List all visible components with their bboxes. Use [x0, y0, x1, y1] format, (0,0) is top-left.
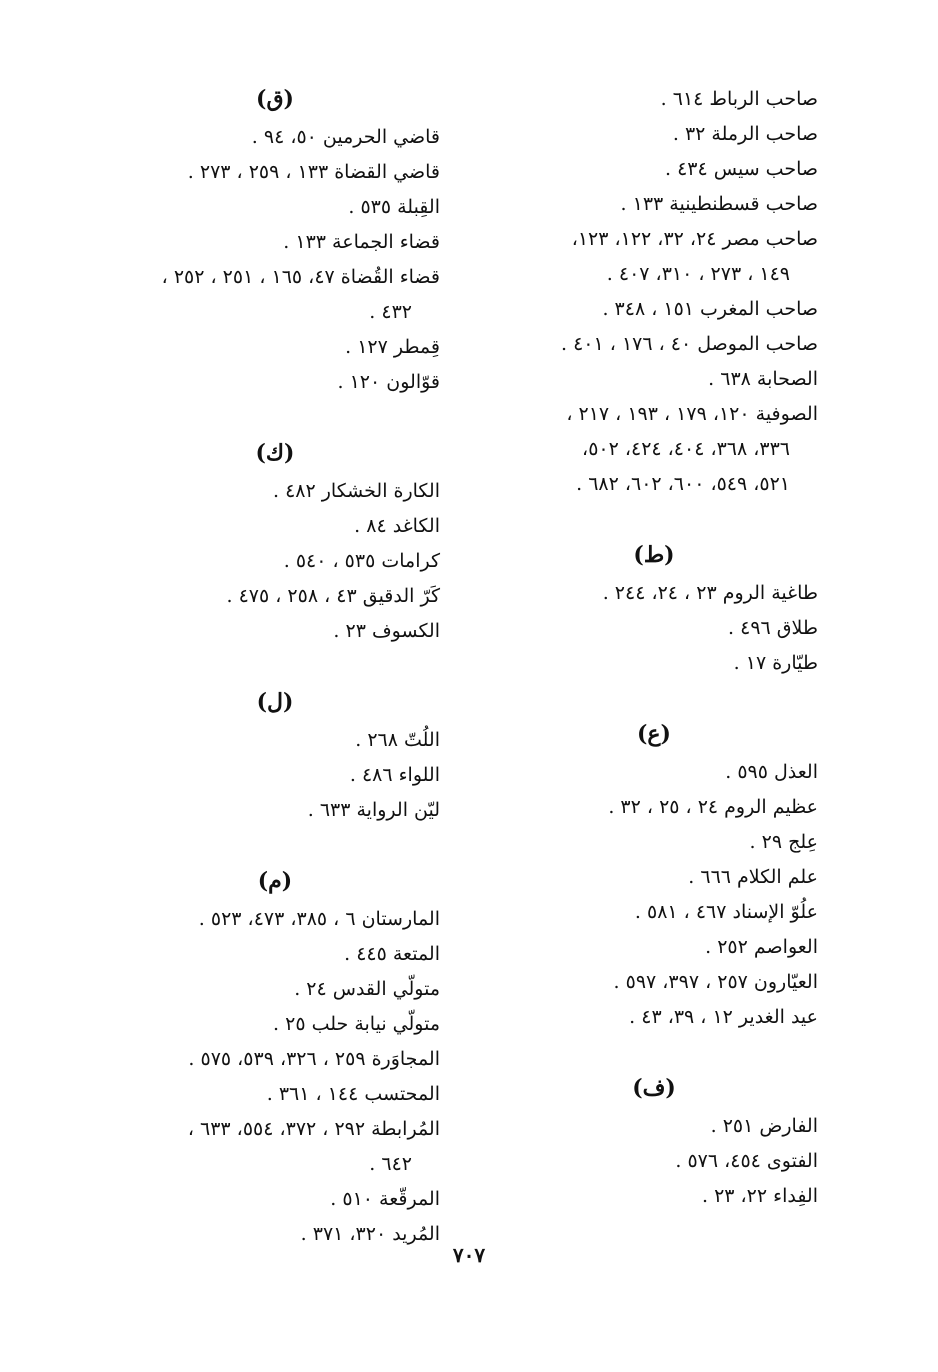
section-spacer [490, 681, 818, 717]
index-entry: المارستان ٦ ، ٣٨٥، ٤٧٣، ٥٢٣ . [198, 908, 440, 930]
index-entry: متولّي نيابة حلب ٢٥ . [273, 1013, 440, 1035]
index-entry: قاضي الحرمين ٥٠، ٩٤ . [251, 126, 440, 148]
index-entry: طاغية الروم ٢٣ ، ٢٤، ٢٤٤ . [602, 582, 818, 604]
index-entry-continuation: ٤٣٢ . [369, 301, 412, 323]
index-column-left [110, 82, 440, 1252]
index-entry: متولّي القدس ٢٤ . [294, 978, 440, 1000]
index-column-right [490, 82, 818, 1214]
index-entry: المرقّعة ٥١٠ . [330, 1188, 440, 1210]
section-letter-heading: (ك) [255, 440, 295, 466]
section-spacer [110, 400, 440, 436]
index-entry: قاضي القضاة ١٣٣ ، ٢٥٩ ، ٢٧٣ . [187, 161, 440, 183]
section-letter-heading: (م) [257, 868, 293, 894]
index-entry: المُريد ٣٢٠، ٣٧١ . [300, 1223, 440, 1245]
index-entry: قضاء الجماعة ١٣٣ . [283, 231, 440, 253]
section-letter-heading: (ف) [632, 1075, 676, 1101]
index-entry: العيّارون ٢٥٧ ، ٣٩٧، ٥٩٧ . [613, 971, 818, 993]
index-entry-continuation: ٥٢١، ٥٤٩، ٦٠٠، ٦٠٢، ٦٨٢ . [576, 473, 790, 495]
index-entry: عِلج ٢٩ . [749, 831, 818, 853]
index-entry: المُرابطة ٢٩٢ ، ٣٧٢، ٥٥٤، ٦٣٣ ، [187, 1118, 440, 1140]
section-spacer [110, 649, 440, 685]
index-entry: المتعة ٤٤٥ . [344, 943, 440, 965]
index-entry: المحتسب ١٤٤ ، ٣٦١ . [266, 1083, 440, 1105]
index-entry: قضاء القُضاة ٤٧، ١٦٥ ، ٢٥١ ، ٢٥٢ ، [161, 266, 440, 288]
index-entry: المجاوَرة ٢٥٩ ، ٣٢٦، ٥٣٩، ٥٧٥ . [188, 1048, 440, 1070]
index-entry: العواصم ٢٥٢ . [705, 936, 818, 958]
index-entry: كَرّ الدقيق ٤٣ ، ٢٥٨ ، ٤٧٥ . [226, 585, 440, 607]
index-entry: عيد الغدير ١٢ ، ٣٩، ٤٣ . [629, 1006, 818, 1028]
section-spacer [490, 1035, 818, 1071]
index-entry: صاحب مصر ٢٤، ٣٢، ١٢٢، ١٢٣، [571, 228, 818, 250]
index-entry: الفارض ٢٥١ . [710, 1115, 818, 1137]
index-entry: صاحب المغرب ١٥١ ، ٣٤٨ . [602, 298, 818, 320]
index-entry: صاحب سيس ٤٣٤ . [665, 158, 818, 180]
index-entry: صاحب الرملة ٣٢ . [672, 123, 818, 145]
index-entry: الكارة الخشكار ٤٨٢ . [272, 480, 440, 502]
index-entry: عظيم الروم ٢٤ ، ٢٥ ، ٣٢ . [608, 796, 818, 818]
section-letter-heading: (ط) [633, 542, 675, 568]
index-entry: طيّارة ١٧ . [733, 652, 818, 674]
index-entry: الفِداء ٢٢، ٢٣ . [701, 1185, 818, 1207]
index-entry: القِبلة ٥٣٥ . [348, 196, 440, 218]
section-spacer [490, 502, 818, 538]
section-spacer [110, 828, 440, 864]
index-entry: الصحابة ٦٣٨ . [708, 368, 818, 390]
section-letter-heading: (ل) [256, 689, 294, 715]
index-entry: قوّالون ١٢٠ . [337, 371, 440, 393]
section-letter-heading: (ع) [637, 721, 671, 747]
index-entry-continuation: ٦٤٢ . [369, 1153, 412, 1175]
index-entry: صاحب الرباط ٦١٤ . [660, 88, 818, 110]
index-entry: ليّن الرواية ٦٣٣ . [307, 799, 440, 821]
page-number: ٧٠٧ [452, 1243, 486, 1267]
section-letter-heading: (ق) [256, 86, 294, 112]
index-entry: الكاغد ٨٤ . [354, 515, 440, 537]
index-entry: علُوّ الإسناد ٤٦٧ ، ٥٨١ . [634, 901, 818, 923]
index-entry-continuation: ١٤٩ ، ٢٧٣ ، ٣١٠، ٤٠٧ . [606, 263, 790, 285]
index-entry: الصوفية ١٢٠، ١٧٩ ، ١٩٣ ، ٢١٧ ، [566, 403, 818, 425]
index-entry-continuation: ٣٣٦، ٣٦٨، ٤٠٤، ٤٢٤، ٥٠٢، [582, 438, 790, 460]
index-entry: الفتوى ٤٥٤، ٥٧٦ . [675, 1150, 818, 1172]
index-entry: الكسوف ٢٣ . [333, 620, 440, 642]
index-entry: طلاق ٤٩٦ . [728, 617, 818, 639]
index-entry: العذل ٥٩٥ . [725, 761, 818, 783]
index-entry: صاحب قسطنطينية ١٣٣ . [620, 193, 818, 215]
index-entry: قِمطر ١٢٧ . [345, 336, 440, 358]
index-entry: صاحب الموصل ٤٠ ، ١٧٦ ، ٤٠١ . [561, 333, 818, 355]
index-entry: اللُتّ ٢٦٨ . [355, 729, 440, 751]
index-entry: علم الكلام ٦٦٦ . [688, 866, 818, 888]
index-entry: كرامات ٥٣٥ ، ٥٤٠ . [283, 550, 440, 572]
index-entry: اللواء ٤٨٦ . [349, 764, 440, 786]
